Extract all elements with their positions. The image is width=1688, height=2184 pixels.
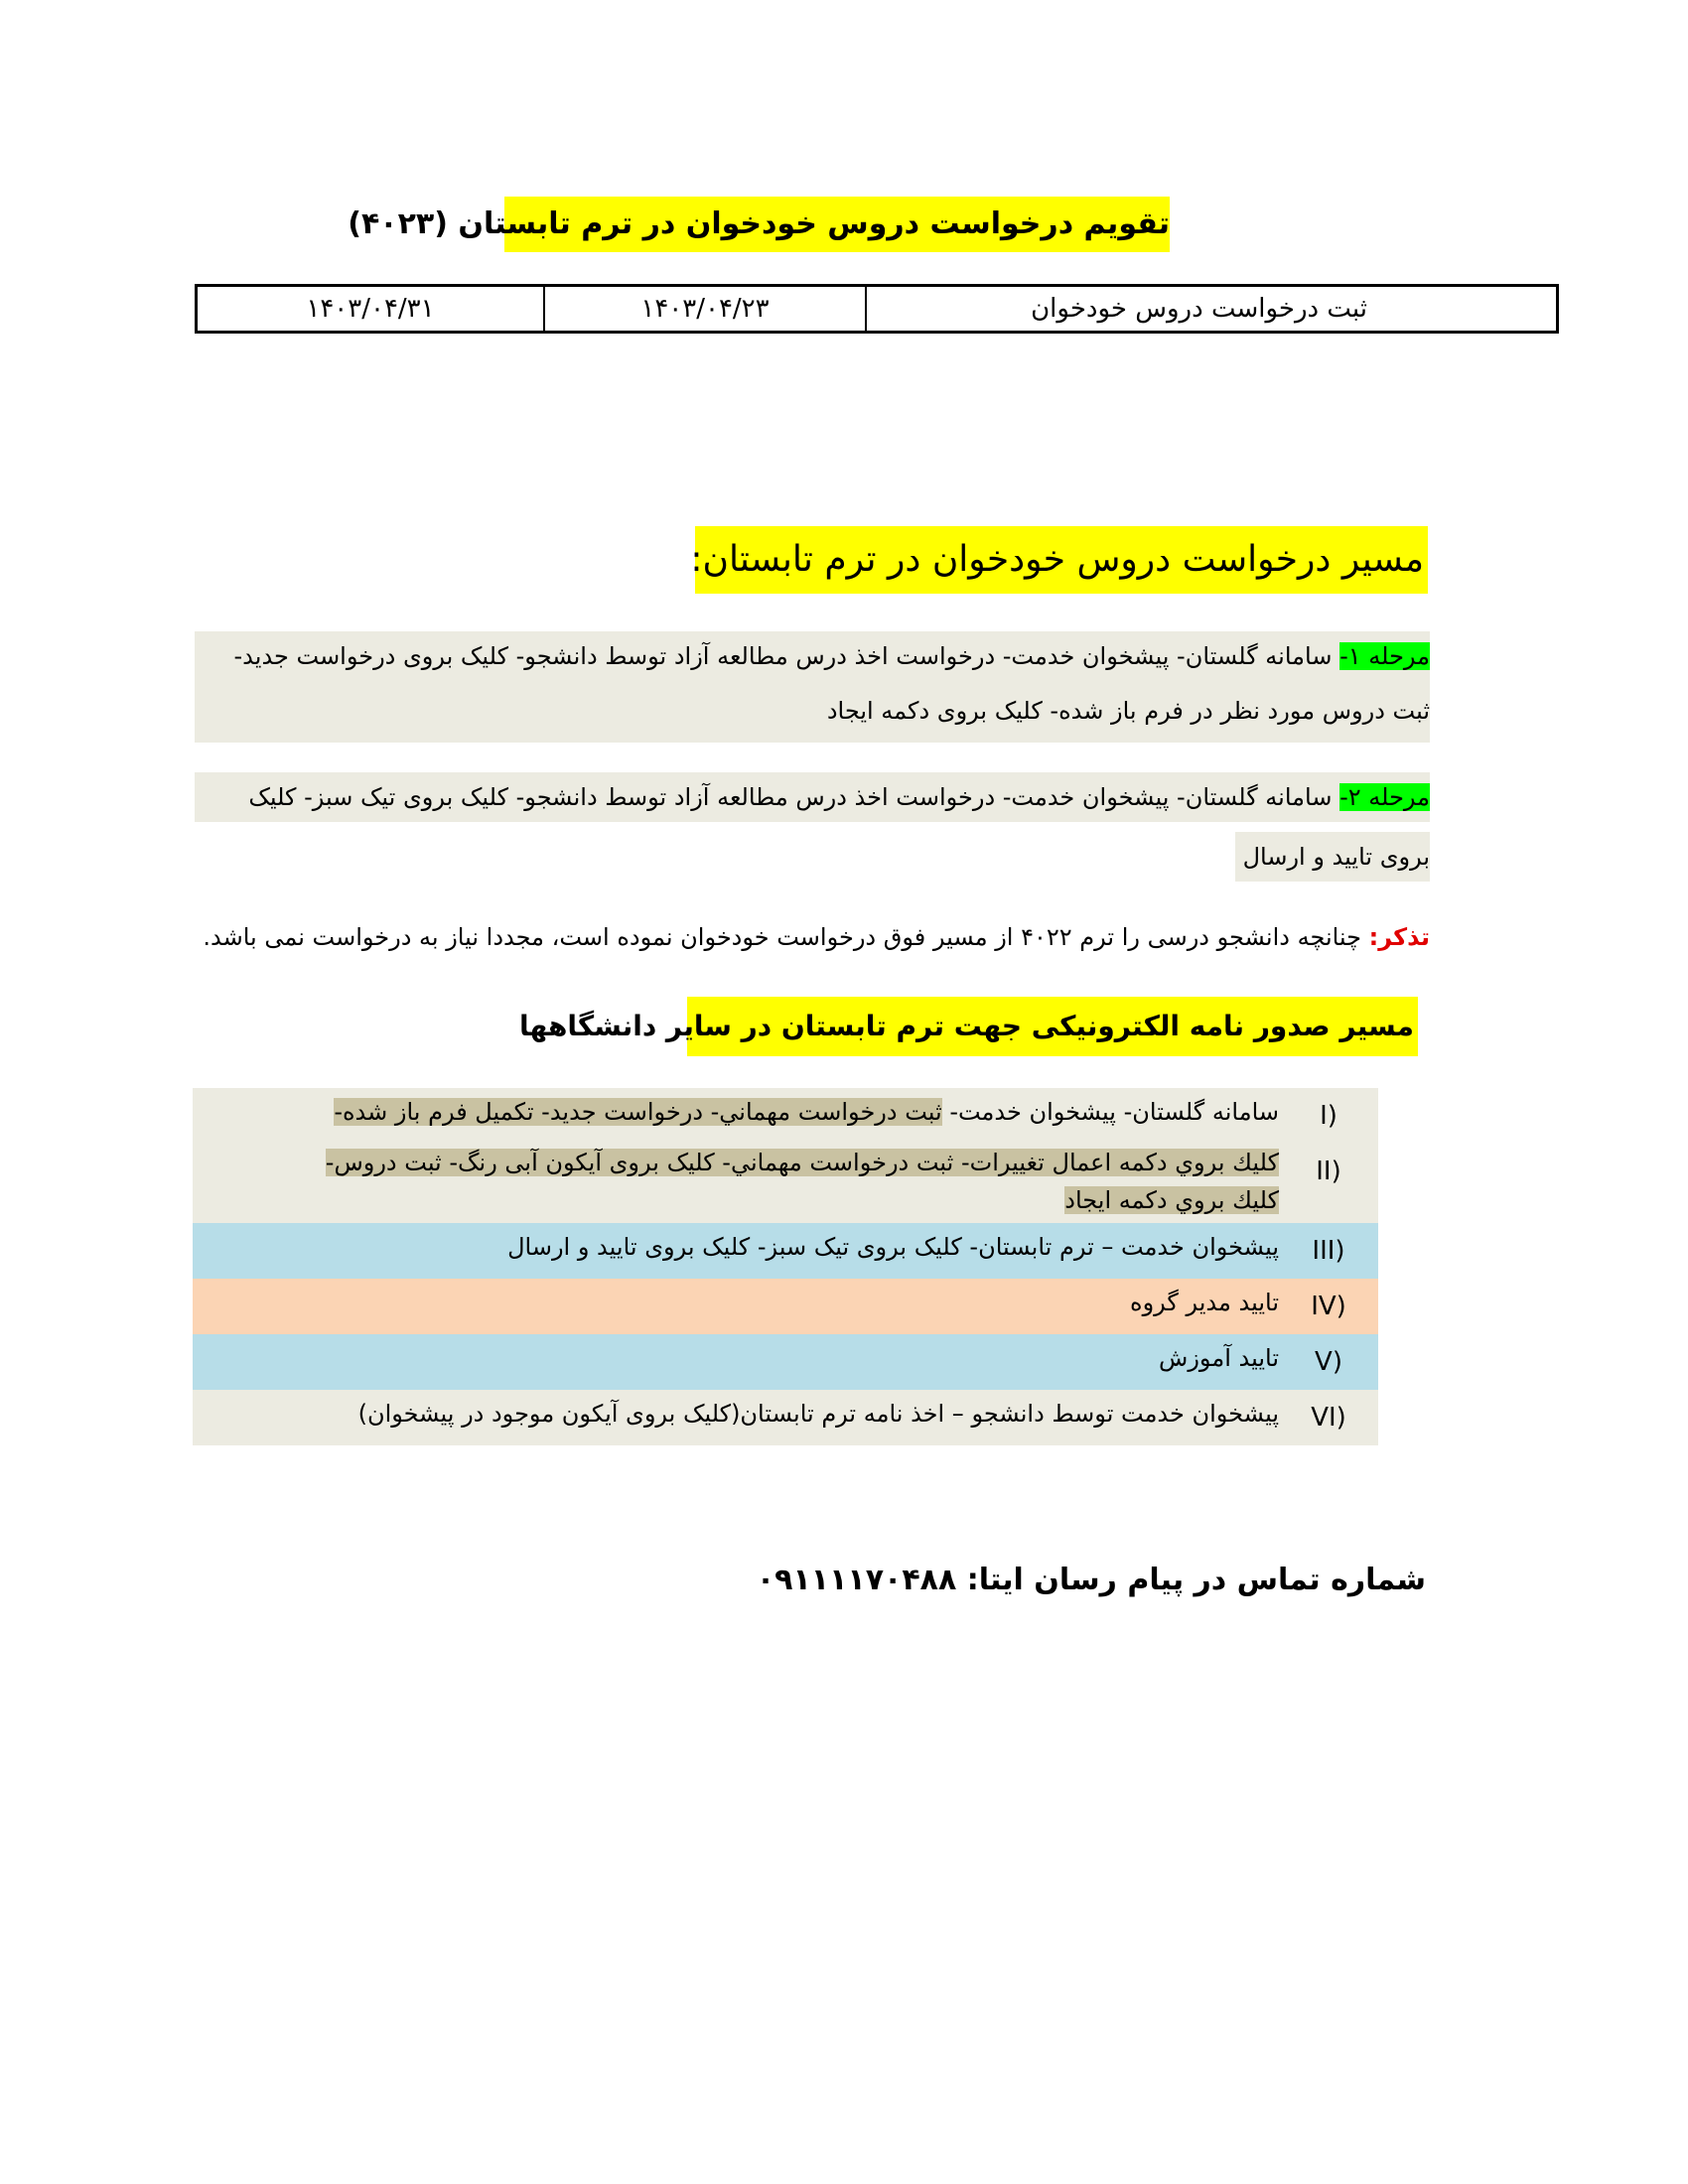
path-row-5 xyxy=(193,1334,1378,1390)
path-row-text: تایید مدیر گروه xyxy=(1130,1289,1279,1316)
step-1-text-cont: ثبت دروس مورد نظر در فرم باز شده- کلیک بروی دکمه ایجاد xyxy=(826,697,1430,725)
step-2-line-1 xyxy=(195,772,1430,822)
schedule-table xyxy=(195,284,1559,334)
path-row-4 xyxy=(193,1279,1378,1334)
note-label: تذکر: xyxy=(1368,923,1430,951)
calendar-title: تقویم درخواست دروس خودخوان در ترم تابستان (۴۰۲۳) xyxy=(504,197,1170,252)
path-row-text xyxy=(326,1144,1279,1219)
step-2-text-cont: بروی تایید و ارسال xyxy=(1242,843,1430,871)
path-row-number: IV) xyxy=(1311,1292,1346,1321)
letter-path-heading: مسیر صدور نامه الکترونیکی جهت ترم تابستان در سایر دانشگاهها xyxy=(687,997,1418,1056)
path-row-text-line-1: كليك بروي دكمه اعمال تغييرات- ثبت درخواست مهماني- کلیک بروی آیکون آبی رنگ- ثبت دروس- xyxy=(325,1149,1279,1176)
request-path-heading: مسیر درخواست دروس خودخوان در ترم تابستان: xyxy=(695,526,1428,594)
path-row-1 xyxy=(193,1088,1378,1144)
schedule-end-date: ۱۴۰۳/۰۴/۳۱ xyxy=(306,294,435,324)
path-row-text xyxy=(334,1098,1279,1126)
path-row-text-line-2: كليك بروي دكمه ايجاد xyxy=(1064,1186,1279,1214)
schedule-start-date: ۱۴۰۳/۰۴/۲۳ xyxy=(543,287,865,331)
path-row-number: II) xyxy=(1316,1157,1341,1186)
path-row-text: تایید آموزش xyxy=(1159,1344,1279,1372)
path-row-3 xyxy=(193,1223,1378,1279)
path-row-2 xyxy=(193,1144,1378,1223)
path-row-text: پیشخوان خدمت توسط دانشجو – اخذ نامه ترم تابستان(کلیک بروی آیکون موجود در پیشخوان) xyxy=(357,1400,1279,1428)
path-row-number: VI) xyxy=(1311,1403,1346,1433)
path-row-number: V) xyxy=(1315,1347,1342,1377)
note xyxy=(195,917,1430,957)
contact-label: شماره تماس در پیام رسان ایتا: xyxy=(956,1563,1426,1597)
path-row-number: III) xyxy=(1312,1236,1345,1266)
path-row-text-highlight: ثبت درخواست مهماني- درخواست جديد- تكميل فرم باز شده- xyxy=(334,1098,942,1126)
path-row-text-plain: سامانه گلستان- پیشخوان خدمت- xyxy=(941,1098,1279,1126)
path-row-6 xyxy=(193,1390,1378,1445)
step-2-line-2 xyxy=(1235,832,1430,882)
contact-info xyxy=(695,1557,1426,1604)
schedule-label-cell: ثبت درخواست دروس خودخوان xyxy=(865,287,1556,331)
step-2-label: مرحله ۲- xyxy=(1339,783,1430,811)
note-text: چنانچه دانشجو درسی را ترم ۴۰۲۲ از مسیر فوق درخواست خودخوان نموده است، مجددا نیاز به درخواست نمی باشد. xyxy=(203,923,1369,951)
path-row-number: I) xyxy=(1320,1101,1337,1131)
step-1-label: مرحله ۱- xyxy=(1339,642,1430,670)
step-1-line-2 xyxy=(195,681,1430,743)
step-1-line-1 xyxy=(195,631,1430,681)
path-row-text: پیشخوان خدمت – ترم تابستان- کلیک بروی تیک سبز- کلیک بروی تایید و ارسال xyxy=(507,1233,1279,1261)
step-2-text: سامانه گلستان- پیشخوان خدمت- درخواست اخذ درس مطالعه آزاد توسط دانشجو- کلیک بروی تیک سبز- کلیک xyxy=(248,783,1340,811)
contact-number: ۰۹۱۱۱۱۷۰۴۸۸ xyxy=(756,1563,957,1597)
step-1-text: سامانه گلستان- پیشخوان خدمت- درخواست اخذ درس مطالعه آزاد توسط دانشجو- کلیک بروی درخواست جدید- xyxy=(233,642,1340,670)
